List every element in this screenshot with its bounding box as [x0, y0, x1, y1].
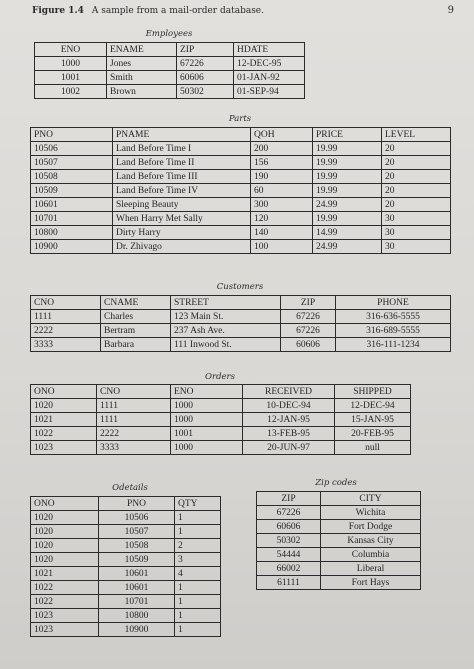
orders-column-header: RECEIVED [243, 385, 335, 399]
table-row [31, 511, 221, 525]
employees-column-header: ZIP [177, 43, 234, 57]
zipcodes-cell: Fort Hays [321, 576, 421, 590]
parts-cell: 60 [251, 184, 313, 198]
odetails-cell: 10900 [99, 623, 175, 637]
customers-column-header: ZIP [281, 296, 336, 310]
orders-column-header: ENO [171, 385, 243, 399]
odetails-header-row [31, 497, 221, 511]
orders-cell: 15-JAN-95 [335, 413, 411, 427]
parts-cell: Land Before Time IV [113, 184, 251, 198]
table-row [35, 57, 305, 71]
parts-cell: 19.99 [313, 170, 382, 184]
employees-column-header: HDATE [234, 43, 305, 57]
parts-table [30, 127, 451, 254]
customers-cell: 316-636-5555 [336, 310, 451, 324]
zipcodes-column-header: ZIP [257, 492, 321, 506]
parts-cell: 10601 [31, 198, 113, 212]
customers-column-header: PHONE [336, 296, 451, 310]
parts-cell: Land Before Time I [113, 142, 251, 156]
customers-cell: 67226 [281, 324, 336, 338]
parts-cell: 19.99 [313, 212, 382, 226]
parts-cell: 24.99 [313, 198, 382, 212]
employees-cell: 01-JAN-92 [234, 71, 305, 85]
parts-cell: 190 [251, 170, 313, 184]
employees-cell: 1000 [35, 57, 107, 71]
parts-cell: 10900 [31, 240, 113, 254]
figure-header [32, 3, 462, 19]
orders-column-header: ONO [31, 385, 97, 399]
orders-cell: 1111 [97, 413, 171, 427]
parts-column-header: PNAME [113, 128, 251, 142]
table-row [31, 595, 221, 609]
parts-column-header: LEVEL [382, 128, 451, 142]
zipcodes-column-header: CITY [321, 492, 421, 506]
orders-column-header: CNO [97, 385, 171, 399]
employees-header-row [35, 43, 305, 57]
orders-cell: 1022 [31, 427, 97, 441]
employees-caption: Employees [145, 29, 193, 39]
table-row [35, 71, 305, 85]
orders-cell: 10-DEC-94 [243, 399, 335, 413]
odetails-cell: 10508 [99, 539, 175, 553]
table-row [31, 413, 411, 427]
odetails-cell: 4 [175, 567, 221, 581]
customers-cell: 111 Inwood St. [171, 338, 281, 352]
zipcodes-cell: 60606 [257, 520, 321, 534]
orders-cell: 1000 [171, 441, 243, 455]
table-row [257, 534, 421, 548]
parts-column-header: QOH [251, 128, 313, 142]
parts-cell: 20 [382, 142, 451, 156]
parts-cell: 30 [382, 212, 451, 226]
orders-header-row [31, 385, 411, 399]
orders-cell: 1000 [171, 399, 243, 413]
employees-cell: 67226 [177, 57, 234, 71]
employees-table [34, 42, 305, 99]
table-row [257, 576, 421, 590]
table-row [35, 85, 305, 99]
customers-cell: 123 Main St. [171, 310, 281, 324]
orders-cell: 1021 [31, 413, 97, 427]
parts-cell: Sleeping Beauty [113, 198, 251, 212]
odetails-cell: 1023 [31, 609, 99, 623]
odetails-cell: 1 [175, 623, 221, 637]
zipcodes-cell: Liberal [321, 562, 421, 576]
odetails-cell: 10601 [99, 567, 175, 581]
odetails-column-header: QTY [175, 497, 221, 511]
zipcodes-cell: Wichita [321, 506, 421, 520]
orders-cell: 20-FEB-95 [335, 427, 411, 441]
employees-cell: 1002 [35, 85, 107, 99]
customers-cell: 67226 [281, 310, 336, 324]
parts-cell: 140 [251, 226, 313, 240]
parts-column-header: PNO [31, 128, 113, 142]
parts-cell: 14.99 [313, 226, 382, 240]
zipcodes-cell: 67226 [257, 506, 321, 520]
table-row [257, 548, 421, 562]
parts-cell: 10800 [31, 226, 113, 240]
orders-cell: 1000 [171, 413, 243, 427]
table-row [31, 539, 221, 553]
parts-cell: 24.99 [313, 240, 382, 254]
odetails-cell: 1021 [31, 567, 99, 581]
employees-column-header: ENO [35, 43, 107, 57]
zipcodes-cell: 66002 [257, 562, 321, 576]
orders-cell: 3333 [97, 441, 171, 455]
zipcodes-cell: Fort Dodge [321, 520, 421, 534]
table-row [257, 562, 421, 576]
odetails-cell: 1 [175, 609, 221, 623]
orders-cell: 1111 [97, 399, 171, 413]
odetails-cell: 1020 [31, 525, 99, 539]
odetails-cell: 1022 [31, 595, 99, 609]
odetails-cell: 10509 [99, 553, 175, 567]
odetails-cell: 1 [175, 595, 221, 609]
parts-cell: Land Before Time II [113, 156, 251, 170]
table-row [31, 441, 411, 455]
odetails-cell: 1 [175, 525, 221, 539]
customers-cell: 3333 [31, 338, 101, 352]
parts-cell: 10507 [31, 156, 113, 170]
zipcodes-cell: Kansas City [321, 534, 421, 548]
table-row [31, 184, 451, 198]
parts-cell: 300 [251, 198, 313, 212]
orders-cell: 12-DEC-94 [335, 399, 411, 413]
customers-caption: Customers [216, 282, 264, 292]
zipcodes-cell: Columbia [321, 548, 421, 562]
parts-cell: 19.99 [313, 184, 382, 198]
odetails-cell: 10800 [99, 609, 175, 623]
parts-column-header: PRICE [313, 128, 382, 142]
odetails-cell: 1020 [31, 539, 99, 553]
customers-column-header: CNO [31, 296, 101, 310]
parts-cell: 20 [382, 198, 451, 212]
customers-column-header: CNAME [101, 296, 171, 310]
parts-cell: 30 [382, 226, 451, 240]
odetails-column-header: PNO [99, 497, 175, 511]
employees-cell: 50302 [177, 85, 234, 99]
parts-cell: 200 [251, 142, 313, 156]
table-row [31, 338, 451, 352]
table-row [31, 324, 451, 338]
odetails-cell: 1020 [31, 511, 99, 525]
table-row [31, 427, 411, 441]
table-row [31, 226, 451, 240]
employees-cell: 01-SEP-94 [234, 85, 305, 99]
table-row [31, 525, 221, 539]
table-row [31, 240, 451, 254]
parts-cell: 10509 [31, 184, 113, 198]
zipcodes-cell: 50302 [257, 534, 321, 548]
parts-cell: Dirty Harry [113, 226, 251, 240]
parts-cell: 10701 [31, 212, 113, 226]
zipcodes-caption: Zip codes [315, 478, 357, 488]
zipcodes-cell: 54444 [257, 548, 321, 562]
parts-cell: 120 [251, 212, 313, 226]
table-row [31, 399, 411, 413]
orders-column-header: SHIPPED [335, 385, 411, 399]
odetails-cell: 1 [175, 511, 221, 525]
parts-cell: 20 [382, 170, 451, 184]
customers-cell: 316-111-1234 [336, 338, 451, 352]
odetails-cell: 1 [175, 581, 221, 595]
zipcodes-header-row [257, 492, 421, 506]
odetails-caption: Odetails [112, 483, 148, 493]
odetails-cell: 3 [175, 553, 221, 567]
odetails-cell: 1020 [31, 553, 99, 567]
page-number: 9 [447, 5, 454, 16]
customers-cell: 2222 [31, 324, 101, 338]
parts-cell: 30 [382, 240, 451, 254]
odetails-table [30, 496, 221, 637]
table-row [257, 520, 421, 534]
customers-cell: Barbara [101, 338, 171, 352]
zipcodes-table [256, 491, 421, 590]
parts-header-row [31, 128, 451, 142]
table-row [31, 581, 221, 595]
customers-cell: Charles [101, 310, 171, 324]
table-row [31, 170, 451, 184]
odetails-cell: 10507 [99, 525, 175, 539]
table-row [31, 156, 451, 170]
odetails-cell: 1023 [31, 623, 99, 637]
parts-cell: 20 [382, 156, 451, 170]
orders-cell: 13-FEB-95 [243, 427, 335, 441]
odetails-cell: 10701 [99, 595, 175, 609]
parts-cell: 156 [251, 156, 313, 170]
customers-header-row [31, 296, 451, 310]
table-row [31, 623, 221, 637]
zipcodes-cell: 61111 [257, 576, 321, 590]
parts-cell: 100 [251, 240, 313, 254]
customers-cell: 1111 [31, 310, 101, 324]
orders-caption: Orders [205, 372, 235, 382]
table-row [31, 198, 451, 212]
employees-cell: Brown [107, 85, 177, 99]
customers-column-header: STREET [171, 296, 281, 310]
employees-column-header: ENAME [107, 43, 177, 57]
employees-cell: 60606 [177, 71, 234, 85]
parts-cell: 20 [382, 184, 451, 198]
odetails-cell: 1022 [31, 581, 99, 595]
figure-caption: A sample from a mail-order database. [91, 6, 264, 16]
table-row [31, 609, 221, 623]
orders-cell: 1001 [171, 427, 243, 441]
orders-cell: 20-JUN-97 [243, 441, 335, 455]
parts-caption: Parts [228, 114, 252, 124]
odetails-cell: 10506 [99, 511, 175, 525]
customers-cell: 237 Ash Ave. [171, 324, 281, 338]
orders-cell: 2222 [97, 427, 171, 441]
customers-cell: 316-689-5555 [336, 324, 451, 338]
parts-cell: When Harry Met Sally [113, 212, 251, 226]
customers-cell: Bertram [101, 324, 171, 338]
parts-cell: 10506 [31, 142, 113, 156]
parts-cell: Land Before Time III [113, 170, 251, 184]
table-row [31, 212, 451, 226]
orders-cell: 12-JAN-95 [243, 413, 335, 427]
odetails-cell: 10601 [99, 581, 175, 595]
table-row [31, 310, 451, 324]
customers-table [30, 295, 451, 352]
table-row [31, 142, 451, 156]
parts-cell: Dr. Zhivago [113, 240, 251, 254]
employees-cell: 1001 [35, 71, 107, 85]
odetails-cell: 2 [175, 539, 221, 553]
orders-cell: 1020 [31, 399, 97, 413]
orders-cell: 1023 [31, 441, 97, 455]
orders-cell: null [335, 441, 411, 455]
customers-cell: 60606 [281, 338, 336, 352]
employees-cell: Smith [107, 71, 177, 85]
parts-cell: 19.99 [313, 142, 382, 156]
parts-cell: 10508 [31, 170, 113, 184]
orders-table [30, 384, 411, 455]
figure-label: Figure 1.4 [32, 6, 84, 16]
employees-cell: Jones [107, 57, 177, 71]
parts-cell: 19.99 [313, 156, 382, 170]
table-row [31, 567, 221, 581]
table-row [257, 506, 421, 520]
odetails-column-header: ONO [31, 497, 99, 511]
table-row [31, 553, 221, 567]
employees-cell: 12-DEC-95 [234, 57, 305, 71]
